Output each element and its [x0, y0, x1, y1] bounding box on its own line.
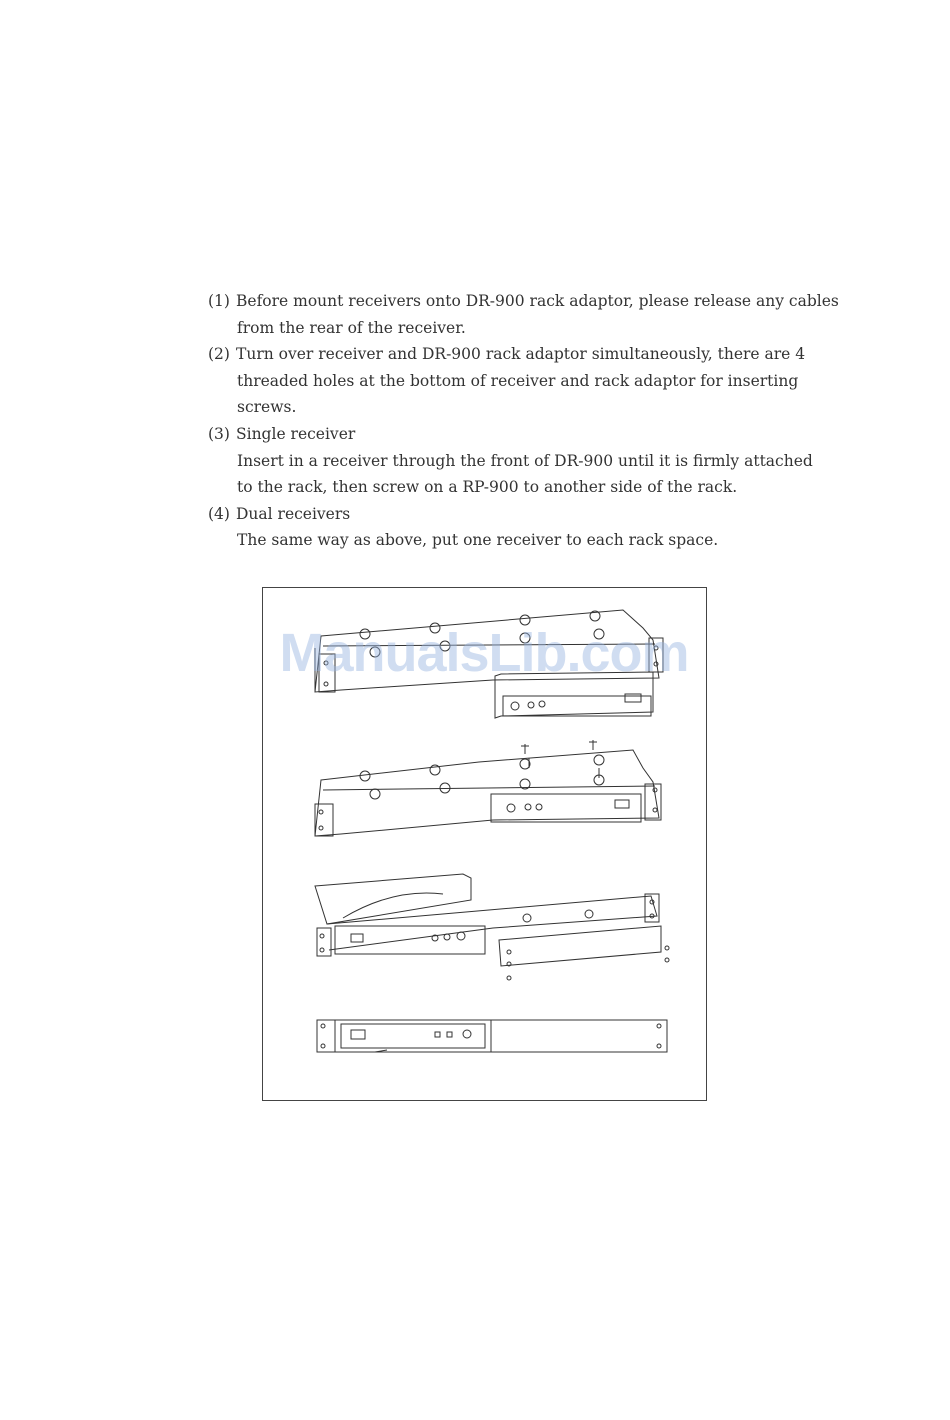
- stage-3-blank-panel: [315, 874, 669, 980]
- rack-mount-figure: [262, 587, 707, 1101]
- instruction-list: [208, 288, 848, 554]
- step-text: to the rack, then screw on a RP-900 to another side of the rack.: [237, 478, 738, 497]
- step-heading: Dual receivers: [236, 504, 351, 523]
- rack-mount-illustration: [263, 588, 708, 1102]
- step-1: [208, 288, 848, 341]
- stage-4-finished-assembly: [317, 1020, 667, 1052]
- stage-2-attach-screws: [315, 740, 661, 836]
- step-text: screws.: [237, 398, 297, 417]
- step-number: (4): [208, 504, 230, 523]
- step-heading: Single receiver: [236, 424, 356, 443]
- step-4: [208, 501, 848, 554]
- step-3: [208, 421, 848, 501]
- step-number: (3): [208, 424, 230, 443]
- step-text: Turn over receiver and DR-900 rack adaptor simultaneously, there are 4: [236, 345, 806, 364]
- step-number: (2): [208, 345, 230, 364]
- step-text: threaded holes at the bottom of receiver and rack adaptor for inserting: [237, 371, 799, 390]
- step-text: The same way as above, put one receiver to each rack space.: [237, 531, 719, 550]
- watermark: ManualsLib.com: [279, 623, 689, 683]
- step-text: Insert in a receiver through the front of DR-900 until it is firmly attached: [237, 451, 813, 470]
- step-text: Before mount receivers onto DR-900 rack adaptor, please release any cables: [236, 292, 839, 310]
- step-2: [208, 341, 848, 421]
- step-number: (1): [208, 292, 230, 310]
- step-text: from the rear of the receiver.: [237, 318, 466, 337]
- stage-1-insert-receiver: [315, 610, 663, 718]
